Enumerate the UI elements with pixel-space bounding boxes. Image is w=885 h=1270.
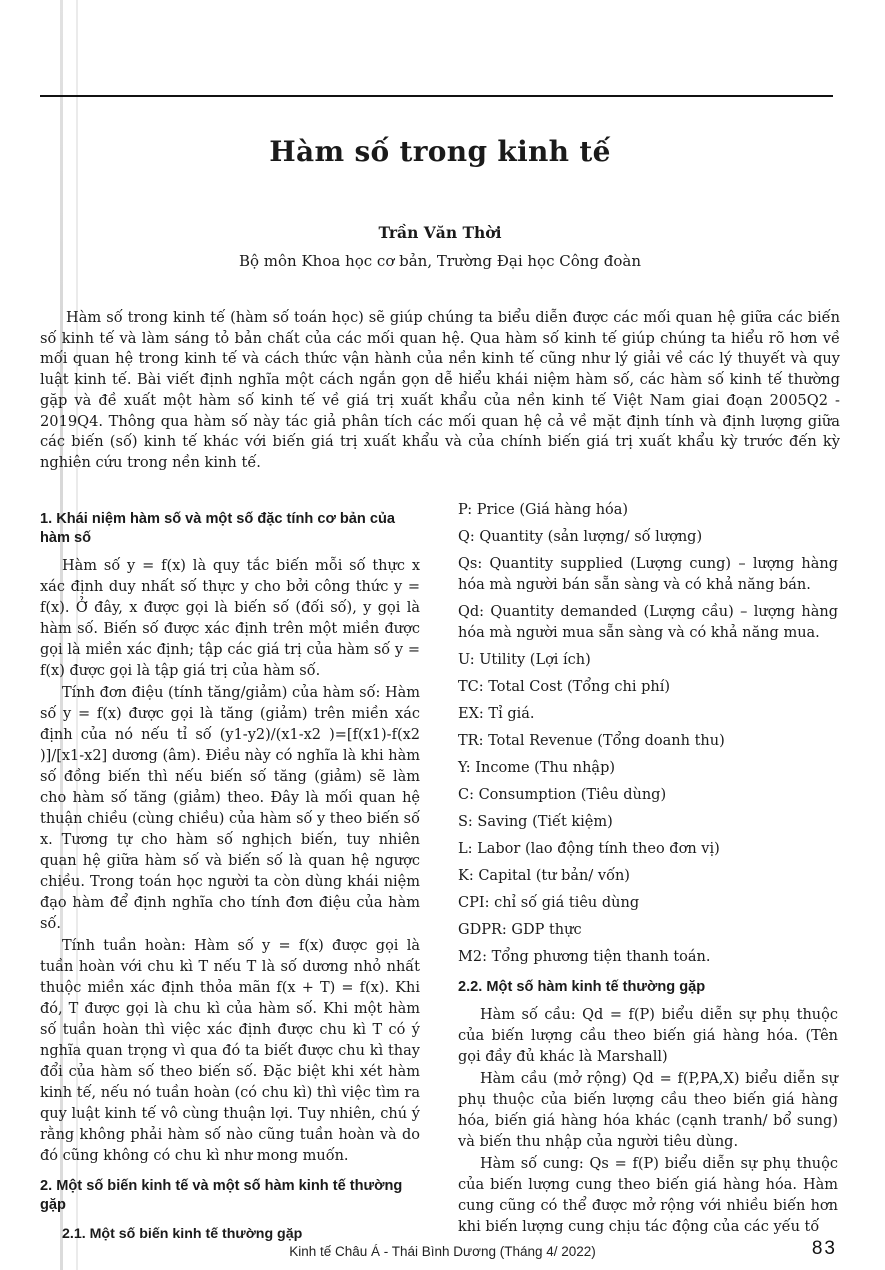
list-item: GDPR: GDP thực <box>458 922 582 938</box>
list-item: TC: Total Cost (Tổng chi phí) <box>458 678 671 695</box>
journal-footer-text: Kinh tế Châu Á - Thái Bình Dương (Tháng 4/ 2022) <box>289 1244 596 1259</box>
list-item: Q: Quantity (sản lượng/ số lượng) <box>458 528 703 545</box>
section-heading-1: 1. Khái niệm hàm số và một số đặc tính cơ bản của hàm số <box>40 510 396 546</box>
left-paragraph-1: Hàm số y = f(x) là quy tắc biến mỗi số thực x xác định duy nhất số thực y cho bởi công thức y = f(x). Ở đây, x được gọi là biến số (đối số), y gọi là hàm số. Biến số được xác định trên một miền được gọi là miền xác định; tập các giá trị của hàm số y = f(x) được gọi là tập giá trị của hàm số. <box>40 557 420 679</box>
left-paragraph-3: Tính tuần hoàn: Hàm số y = f(x) được gọi là tuần hoàn với chu kì T nếu T là số dương nhỏ nhất thuộc miền xác định thỏa mãn f(x + T) = f(x). Khi đó, T được gọi là chu kì của hàm số. Khi một hàm số tuần hoàn thì việc xác định được chu kì T có ý nghĩa quan trọng vì qua đó ta biết được chu kì thay đổi của hàm số theo biến số. Đặc biệt khi xét hàm kinh tế, nếu nó tuần hoàn (có chu kì) thì việc tìm ra quy luật kinh tế vô cùng thuận lợi. Tuy nhiên, chú ý rằng không phải hàm số nào cũng tuần hoàn và do đó cũng không có chu kì như mong muốn. <box>40 937 420 1165</box>
list-item: M2: Tổng phương tiện thanh toán. <box>458 949 711 966</box>
economic-variable-list <box>458 500 838 968</box>
abstract-text: Hàm số trong kinh tế (hàm số toán học) sẽ giúp chúng ta biểu diễn được các mối quan hệ giữa các biến số kinh tế và làm sáng tỏ bản chất của các mối quan hệ. Qua hàm số kinh tế giúp chúng ta hiểu rõ hơn về mối quan hệ trong kinh tế và cách thức vận hành của nền kinh tế cũng như lý giải về các lý thuyết và quy luật kinh tế. Bài viết định nghĩa một cách ngắn gọn dễ hiểu khái niệm hàm số, các hàm số kinh tế thường gặp và đề xuất một hàm số kinh tế về giá trị xuất khẩu của nền kinh tế Việt Nam giai đoạn 2005Q2 - 2019Q4. Thông qua hàm số này tác giả phân tích các mối quan hệ cả về mặt định tính và định lượng giữa các biến (số) kinh tế khác với biến giá trị xuất khẩu và của chính biến giá trị xuất khẩu kỳ trước đến kỳ nghiên cứu trong nền kinh tế. <box>40 309 840 472</box>
abstract <box>40 308 840 474</box>
list-item: P: Price (Giá hàng hóa) <box>458 501 629 518</box>
list-item: TR: Total Revenue (Tổng doanh thu) <box>458 732 725 749</box>
right-paragraph-2: Hàm cầu (mở rộng) Qd = f(P,PA,X) biểu diễn sự phụ thuộc của biến lượng cầu theo biến giá hàng hóa, biến giá hàng hóa khác (cạnh tranh/ bổ sung) và biến thu nhập của người tiêu dùng. <box>458 1071 838 1151</box>
list-item: Y: Income (Thu nhập) <box>458 759 616 776</box>
right-column <box>458 500 838 1250</box>
right-paragraph-1: Hàm số cầu: Qd = f(P) biểu diễn sự phụ thuộc của biến lượng cầu theo biến giá hàng hóa. (Tên gọi đầy đủ khác là Marshall) <box>458 1007 838 1066</box>
header-rule <box>40 95 833 97</box>
list-item: C: Consumption (Tiêu dùng) <box>458 786 667 803</box>
left-column <box>40 500 420 1250</box>
subsection-heading-2-2: 2.2. Một số hàm kinh tế thường gặp <box>458 979 706 996</box>
two-column-body <box>40 500 840 1250</box>
page-content <box>40 95 840 1250</box>
left-paragraph-2: Tính đơn điệu (tính tăng/giảm) của hàm số: Hàm số y = f(x) được gọi là tăng (giảm) trên miền xác định của nó nếu tỉ số (y1-y2)/(x1-x2 )=[f(x1)-f(x2 )]/[x1-x2] dương (âm). Điều này có nghĩa là khi hàm số đồng biến thì nếu biến số tăng (giảm) sẽ làm cho hàm số tăng (giảm) theo. Đây là mối quan hệ thuận chiều (cùng chiều) của hàm số y theo biến số x. Tương tự cho hàm số nghịch biến, tuy nhiên quan hệ giữa hàm số và biến số là quan hệ ngược chiều. Trong toán học người ta còn dùng khái niệm đạo hàm để định nghĩa cho tính đơn điệu của hàm số. <box>40 684 420 932</box>
list-item: S: Saving (Tiết kiệm) <box>458 813 613 830</box>
list-item: U: Utility (Lợi ích) <box>458 651 591 668</box>
author-name: Trần Văn Thời <box>378 223 502 242</box>
section-heading-2: 2. Một số biến kinh tế và một số hàm kinh tế thường gặp <box>40 1178 403 1214</box>
list-item: L: Labor (lao động tính theo đơn vị) <box>458 840 720 857</box>
list-item: K: Capital (tư bản/ vốn) <box>458 867 630 884</box>
author-affiliation: Bộ môn Khoa học cơ bản, Trường Đại học Công đoàn <box>238 252 642 270</box>
list-item: EX: Tỉ giá. <box>458 705 535 722</box>
list-item: CPI: chỉ số giá tiêu dùng <box>458 894 640 911</box>
list-item: Qd: Quantity demanded (Lượng cầu) – lượng hàng hóa mà người mua sẵn sàng và có khả năng mua. <box>458 603 838 641</box>
page-title: Hàm số trong kinh tế <box>269 135 611 168</box>
subsection-heading-2-1: 2.1. Một số biến kinh tế thường gặp <box>62 1226 303 1243</box>
page-number: 83 <box>811 1238 837 1259</box>
right-paragraph-3: Hàm số cung: Qs = f(P) biểu diễn sự phụ thuộc của biến lượng cung theo biến giá hàng hóa. Hàm cung cũng có thể được mở rộng với nhiều biến hơn khi biến lượng cung chịu tác động của các yếu tố <box>458 1156 838 1236</box>
list-item: Qs: Quantity supplied (Lượng cung) – lượng hàng hóa mà người bán sẵn sàng và có khả năng bán. <box>458 555 838 593</box>
